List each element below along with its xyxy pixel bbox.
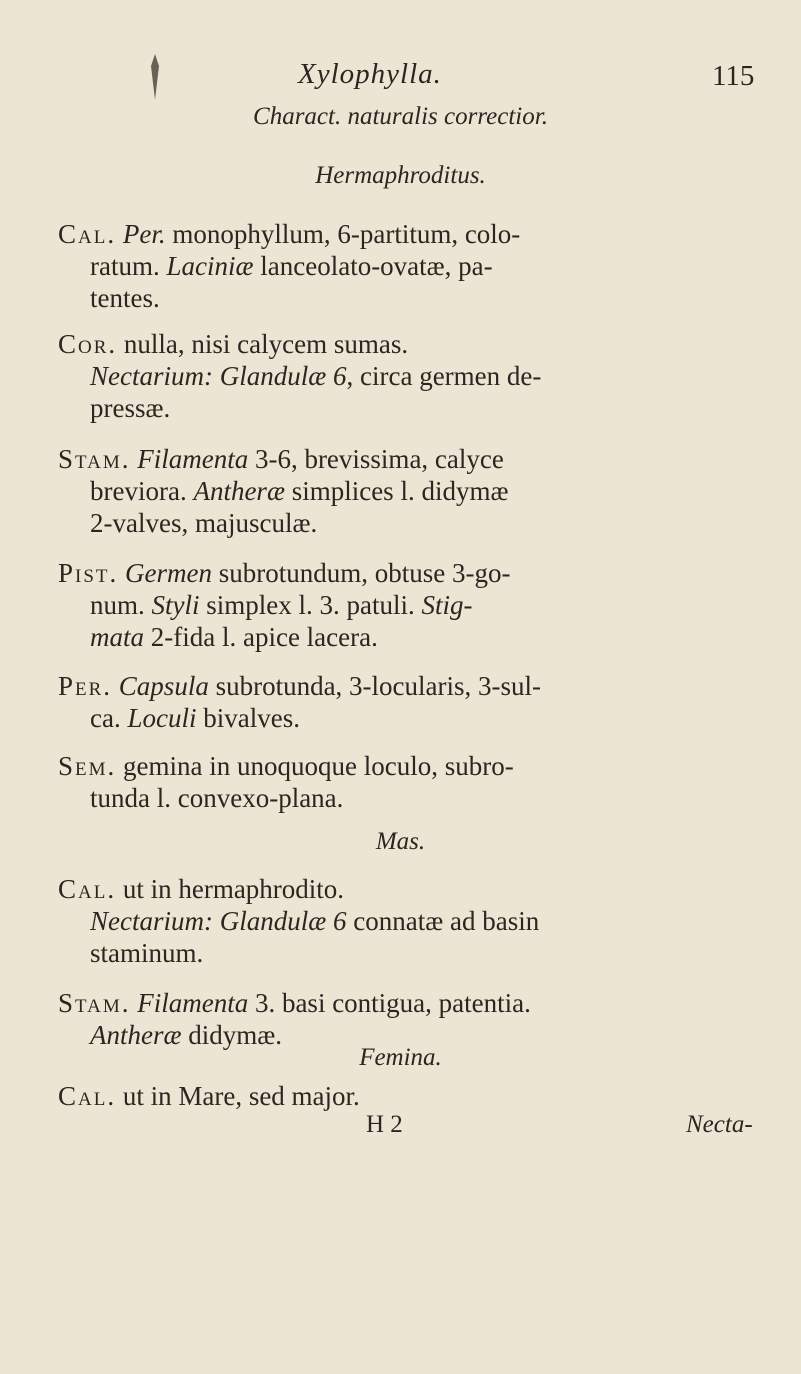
signature-mark: H 2 xyxy=(366,1111,403,1138)
entry-label: Stam. xyxy=(58,988,131,1018)
text: gemina in unoquoque loculo, subro- xyxy=(116,751,514,781)
entry-mas-cal xyxy=(58,873,758,969)
term: Germen xyxy=(125,558,213,588)
text: lanceolato-ovatæ, pa- xyxy=(253,251,493,281)
term: Nectarium: xyxy=(90,906,220,936)
running-title: Xylophylla. xyxy=(298,58,442,90)
text: 2-valves, majusculæ. xyxy=(90,508,318,538)
term: Styli xyxy=(151,590,200,620)
text: ca. xyxy=(90,703,128,733)
subheading-hermaphroditus: Hermaphroditus. xyxy=(315,162,486,189)
term: Laciniæ xyxy=(166,251,254,281)
term: Glandulæ 6 xyxy=(219,906,347,936)
text: connatæ ad basin xyxy=(346,906,540,936)
entry-hermaphroditus-cal xyxy=(58,218,758,314)
text: didymæ. xyxy=(181,1020,283,1050)
term: mata xyxy=(90,622,144,652)
entry-label: Per. xyxy=(58,671,113,701)
text: pressæ. xyxy=(90,393,171,423)
text: 2-fida l. apice lacera. xyxy=(144,622,378,652)
text: 3. basi contigua, patentia. xyxy=(248,988,531,1018)
running-head xyxy=(0,52,801,92)
entry-label: Cal. xyxy=(58,219,117,249)
entry-hermaphroditus-cor xyxy=(58,328,758,424)
text: ratum. xyxy=(90,251,167,281)
entry-label: Cal. xyxy=(58,874,117,904)
text: simplex l. 3. patuli. xyxy=(199,590,422,620)
entry-hermaphroditus-pist xyxy=(58,557,758,653)
text: bivalves. xyxy=(196,703,300,733)
term: Glandulæ 6 xyxy=(219,361,347,391)
text: ut in hermaphrodito. xyxy=(116,874,345,904)
subheading-femina: Femina. xyxy=(359,1044,442,1071)
entry-label: Sem. xyxy=(58,751,117,781)
text: monophyllum, 6-partitum, colo- xyxy=(165,219,521,249)
printer-ornament-icon xyxy=(140,52,170,102)
text: breviora. xyxy=(90,476,194,506)
entry-mas-stam xyxy=(58,987,758,1051)
text: tunda l. convexo-plana. xyxy=(90,783,344,813)
term: Antheræ xyxy=(90,1020,182,1050)
text: staminum. xyxy=(90,938,204,968)
page-footer xyxy=(0,1111,801,1147)
entry-label: Cor. xyxy=(58,329,118,359)
text: ut in Mare, sed major. xyxy=(116,1081,360,1111)
text: 3-6, brevissima, calyce xyxy=(248,444,504,474)
text: simplices l. didymæ xyxy=(284,476,509,506)
text: nulla, nisi calycem sumas. xyxy=(117,329,409,359)
term: Loculi xyxy=(127,703,197,733)
term: Nectarium: xyxy=(90,361,220,391)
section-heading-character: Charact. naturalis correctior. xyxy=(253,103,548,130)
term: Antheræ xyxy=(193,476,285,506)
term: Stig- xyxy=(421,590,473,620)
term: Filamenta xyxy=(137,444,249,474)
text: tentes. xyxy=(90,283,160,313)
term: Per. xyxy=(122,219,166,249)
entry-hermaphroditus-stam xyxy=(58,443,758,539)
entry-label: Cal. xyxy=(58,1081,117,1111)
entry-hermaphroditus-sem xyxy=(58,750,758,814)
text: subrotunda, 3-locularis, 3-sul- xyxy=(208,671,542,701)
entry-hermaphroditus-per xyxy=(58,670,758,734)
text: subrotundum, obtuse 3-go- xyxy=(212,558,511,588)
catchword: Necta- xyxy=(686,1111,753,1138)
text: num. xyxy=(90,590,152,620)
term: Capsula xyxy=(118,671,209,701)
text: , circa germen de- xyxy=(346,361,542,391)
entry-label: Stam. xyxy=(58,444,131,474)
subheading-mas: Mas. xyxy=(375,828,426,855)
page-number: 115 xyxy=(712,60,755,92)
entry-label: Pist. xyxy=(58,558,119,588)
entry-femina-cal xyxy=(58,1080,758,1112)
term: Filamenta xyxy=(137,988,249,1018)
